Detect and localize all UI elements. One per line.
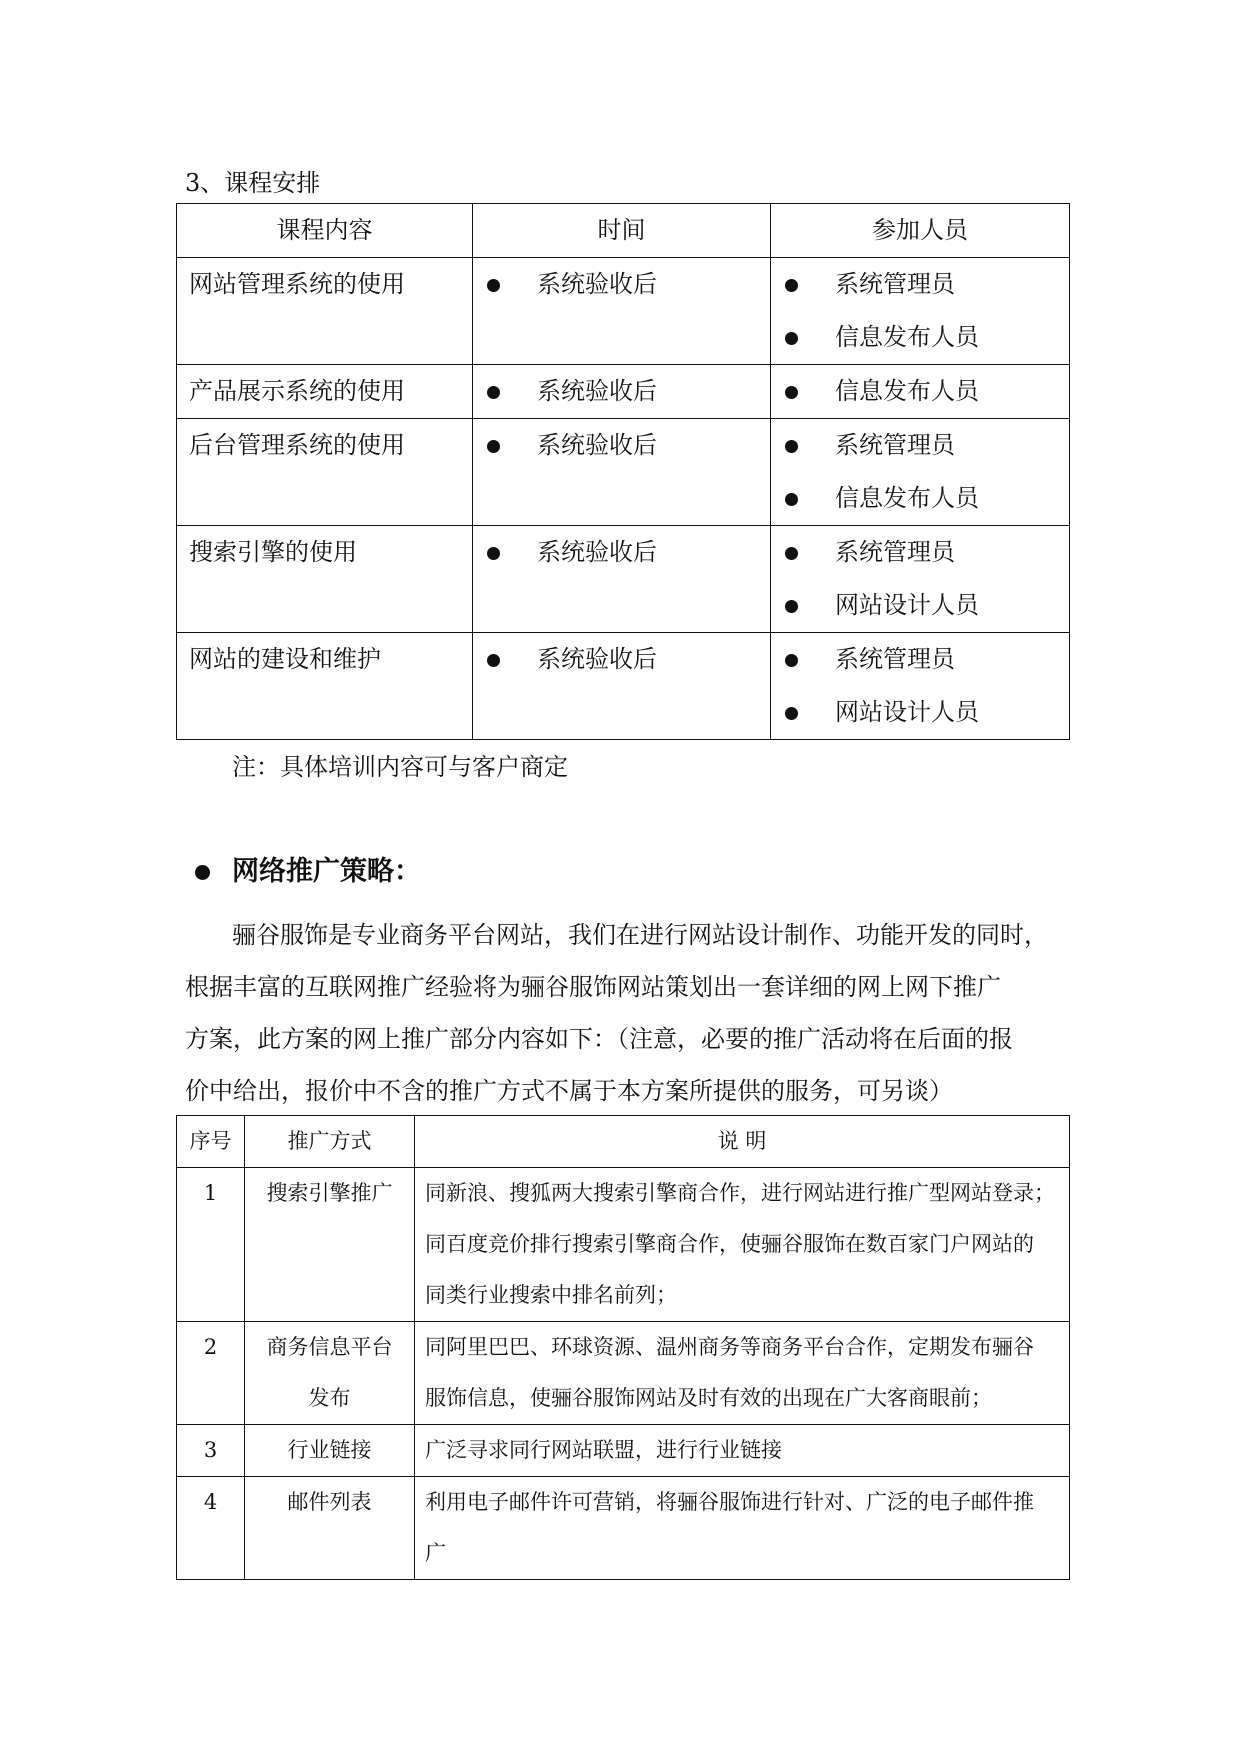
bullet-icon [487,654,500,667]
course-people-cell [771,633,1070,740]
participant-item: 网站设计人员 [771,579,1069,632]
row-number: 1 [203,1181,218,1205]
course-time-cell [473,526,771,633]
method-text: 发布 [308,1386,351,1410]
description-cell [415,1425,1070,1477]
method-text: 邮件列表 [287,1490,372,1514]
header-course-content: 课程内容 [177,204,473,258]
course-content: 产品展示系统的使用 [189,377,405,405]
header-participants: 参加人员 [771,204,1070,258]
course-content-cell [177,633,473,740]
course-content-cell [177,258,473,365]
table-row [177,526,1070,633]
course-people-cell [771,526,1070,633]
header-number: 序号 [177,1116,245,1168]
row-number-cell [177,1477,245,1580]
course-section-title: 3、课程安排 [185,169,321,197]
header-description: 说 明 [415,1116,1070,1168]
course-content-cell [177,365,473,419]
header-method: 推广方式 [245,1116,415,1168]
description-line: 同阿里巴巴、环球资源、温州商务等商务平台合作，定期发布骊谷 [425,1335,1034,1359]
participant-item: 信息发布人员 [771,365,1069,418]
course-content: 网站管理系统的使用 [189,270,405,298]
participant-item: 系统管理员 [771,419,1069,472]
description-line: 利用电子邮件许可营销，将骊谷服饰进行针对、广泛的电子邮件推 [425,1490,1034,1514]
promotion-methods-table [176,1115,1070,1580]
time-item: 系统验收后 [473,633,770,686]
row-number: 3 [203,1438,218,1462]
row-number-cell [177,1168,245,1322]
bullet-icon [785,440,798,453]
paragraph-line: 方案，此方案的网上推广部分内容如下：（注意，必要的推广活动将在后面的报 [185,1025,1013,1053]
course-time-cell [473,365,771,419]
method-cell [245,1477,415,1580]
table-row [177,1168,1070,1322]
description-line: 同新浪、搜狐两大搜索引擎商合作，进行网站进行推广型网站登录； [425,1181,1055,1205]
method-text: 商务信息平台 [266,1335,393,1359]
bullet-icon [785,279,798,292]
row-number-cell [177,1425,245,1477]
course-people-cell [771,365,1070,419]
header-time: 时间 [473,204,771,258]
bullet-icon [487,547,500,560]
time-item: 系统验收后 [473,258,770,311]
bullet-icon [785,547,798,560]
participant-item: 信息发布人员 [771,472,1069,525]
course-time-cell [473,633,771,740]
description-line: 同类行业搜索中排名前列； [425,1283,677,1307]
course-table-header-row [177,204,1070,258]
bullet-icon [785,332,798,345]
course-schedule-table [176,203,1070,740]
description-line: 广泛寻求同行网站联盟，进行行业链接 [425,1438,782,1462]
row-number: 4 [203,1490,218,1514]
bullet-icon [487,440,500,453]
participant-item: 网站设计人员 [771,686,1069,739]
paragraph-line: 骊谷服饰是专业商务平台网站，我们在进行网站设计制作、功能开发的同时， [232,921,1048,949]
row-number-cell [177,1322,245,1425]
time-item: 系统验收后 [473,526,770,579]
course-content-cell [177,526,473,633]
participant-item: 系统管理员 [771,633,1069,686]
participant-item: 信息发布人员 [771,311,1069,364]
bullet-icon [785,707,798,720]
table-row [177,365,1070,419]
course-content: 后台管理系统的使用 [189,431,405,459]
course-content: 网站的建设和维护 [189,645,381,673]
course-time-cell [473,419,771,526]
table-row [177,258,1070,365]
paragraph-line: 价中给出，报价中不含的推广方式不属于本方案所提供的服务，可另谈） [185,1077,953,1105]
time-item: 系统验收后 [473,365,770,418]
description-cell [415,1322,1070,1425]
description-line: 服饰信息，使骊谷服饰网站及时有效的出现在广大客商眼前； [425,1386,992,1410]
table-row [177,419,1070,526]
paragraph-line: 根据丰富的互联网推广经验将为骊谷服饰网站策划出一套详细的网上网下推广 [185,973,1001,1001]
course-content: 搜索引擎的使用 [189,538,357,566]
method-cell [245,1425,415,1477]
table-row [177,1477,1070,1580]
table-row [177,1425,1070,1477]
course-people-cell [771,258,1070,365]
description-line: 广 [425,1541,446,1565]
bullet-icon [785,600,798,613]
course-content-cell [177,419,473,526]
bullet-icon [785,386,798,399]
method-text: 行业链接 [287,1438,372,1462]
description-cell [415,1477,1070,1580]
bullet-icon [487,386,500,399]
method-cell [245,1322,415,1425]
table-row [177,1322,1070,1425]
description-cell [415,1168,1070,1322]
description-line: 同百度竞价排行搜索引擎商合作，使骊谷服饰在数百家门户网站的 [425,1232,1034,1256]
participant-item: 系统管理员 [771,526,1069,579]
bullet-icon [785,654,798,667]
course-time-cell [473,258,771,365]
section-heading: 网络推广策略： [232,856,421,887]
promo-table-header-row [177,1116,1070,1168]
method-text: 搜索引擎推广 [266,1181,393,1205]
bullet-icon [785,493,798,506]
time-item: 系统验收后 [473,419,770,472]
participant-item: 系统管理员 [771,258,1069,311]
bullet-icon [195,865,210,880]
row-number: 2 [203,1335,218,1359]
bullet-icon [487,279,500,292]
table-row [177,633,1070,740]
course-people-cell [771,419,1070,526]
method-cell [245,1168,415,1322]
course-note: 注：具体培训内容可与客户商定 [232,753,568,781]
